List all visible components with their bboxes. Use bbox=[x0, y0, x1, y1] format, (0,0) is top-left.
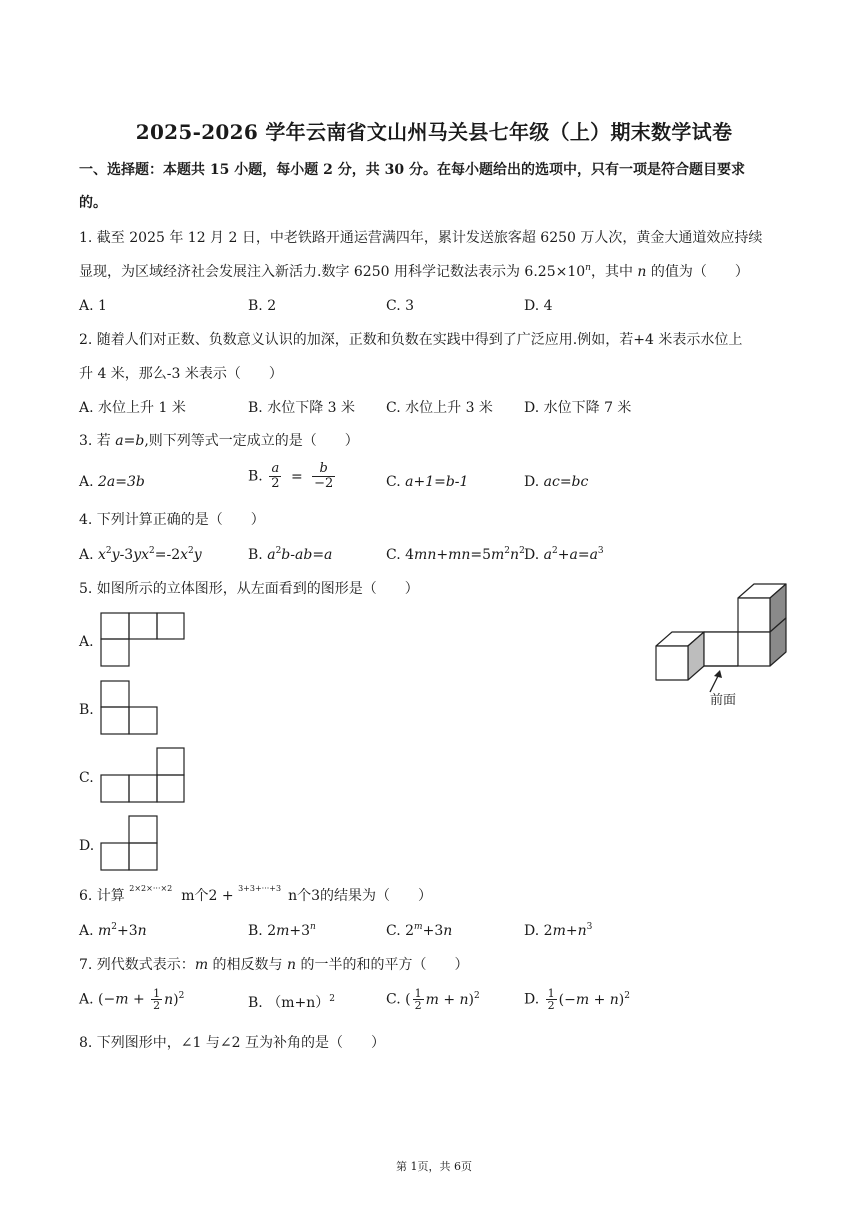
question-5-stem: 5. 如图所示的立体图形，从左面看到的图形是（ ） bbox=[79, 581, 419, 597]
q5-option-c-figure bbox=[100, 747, 186, 805]
q3-option-d[interactable]: D. ac=bc bbox=[524, 474, 589, 490]
fraction-a-over-2: $\frac{a}{2}$ bbox=[271, 461, 280, 491]
q2-option-c[interactable]: C. 水位上升 3 米 bbox=[386, 400, 493, 416]
q3-option-a[interactable]: A. 2a=3b bbox=[79, 474, 145, 490]
q2-option-a[interactable]: A. 水位上升 1 米 bbox=[79, 400, 186, 416]
q1-option-d[interactable]: D. 4 bbox=[524, 298, 553, 314]
q1-option-a[interactable]: A. 1 bbox=[79, 298, 107, 314]
front-label: 前面 bbox=[710, 693, 737, 708]
question-3-stem: 3. 若 a=b,则下列等式一定成立的是（ ） bbox=[79, 433, 359, 449]
q5-option-c-label[interactable]: C. bbox=[79, 770, 94, 786]
question-4-stem: 4. 下列计算正确的是（ ） bbox=[79, 512, 265, 528]
q2-option-d[interactable]: D. 水位下降 7 米 bbox=[524, 400, 632, 416]
q4-option-b[interactable]: B. $a^2b-ab=a$ bbox=[248, 546, 333, 563]
q3-option-b[interactable]: B. $\frac{a}{2}$ = $\frac{b}{-2}$ bbox=[248, 461, 334, 491]
q7-option-b[interactable]: B. $(m+n)^2$ bbox=[248, 994, 335, 1011]
q6-option-c[interactable]: C. $2^m+3n$ bbox=[386, 922, 453, 939]
q6-option-d[interactable]: D. $2m+n^3$ bbox=[524, 922, 593, 939]
q5-option-a-figure bbox=[100, 612, 186, 668]
q1-option-b[interactable]: B. 2 bbox=[248, 298, 277, 314]
question-1-line2: 显现，为区域经济社会发展注入新活力.数字 6250 用科学记数法表示为 $6.25\times 10^n$，其中 n 的值为（ ） bbox=[79, 263, 749, 280]
question-7-stem: 7. 列代数式表示：m 的相反数与 n 的一半的和的平方（ ） bbox=[79, 957, 469, 973]
section-heading-cont: 的。 bbox=[79, 195, 107, 211]
q4-option-a[interactable]: A. $x^2y-3yx^2=-2x^2y$ bbox=[79, 546, 202, 563]
q5-option-b-label[interactable]: B. bbox=[79, 702, 94, 718]
q2-option-b[interactable]: B. 水位下降 3 米 bbox=[248, 400, 355, 416]
q5-option-d-figure bbox=[100, 815, 160, 873]
question-2-line2: 升 4 米，那么-3 米表示（ ） bbox=[79, 366, 283, 382]
q6-option-a[interactable]: A. $m^2+3n$ bbox=[79, 922, 147, 939]
question-6-stem: 6. 计算 2×2×···×2 m个2 + 3+3+···+3 n个3的结果为（ ） bbox=[79, 884, 433, 904]
q7-option-a[interactable]: A. (−m + $\frac{1}{2}$ n)$^2$ bbox=[79, 987, 185, 1012]
q5-option-d-label[interactable]: D. bbox=[79, 838, 95, 854]
q5-solid-figure bbox=[650, 580, 790, 708]
q7-option-c[interactable]: C. ( $\frac{1}{2}$ m + n)$^2$ bbox=[386, 987, 480, 1012]
q4-option-c[interactable]: C. $4mn+mn=5m^2n^2$ bbox=[386, 546, 525, 563]
question-1-line1: 1. 截至 2025 年 12 月 2 日，中老铁路开通运营满四年，累计发送旅客超 6250 万人次，黄金大通道效应持续 bbox=[79, 230, 763, 246]
question-2-line1: 2. 随着人们对正数、负数意义认识的加深，正数和负数在实践中得到了广泛应用.例如，若+4 米表示水位上 bbox=[79, 332, 743, 348]
fraction-b-over-neg2: $\frac{b}{-2}$ bbox=[314, 461, 334, 491]
page-title: 2025-2026 学年云南省文山州马关县七年级（上）期末数学试卷 bbox=[135, 120, 733, 144]
fraction-half: $\frac{1}{2}$ bbox=[414, 987, 422, 1012]
q1-option-c[interactable]: C. 3 bbox=[386, 298, 415, 314]
q4-option-d[interactable]: D. $a^2+a=a^3$ bbox=[524, 546, 604, 563]
question-8-stem: 8. 下列图形中，∠1 与∠2 互为补角的是（ ） bbox=[79, 1035, 385, 1051]
q6-option-b[interactable]: B. $2m+3^n$ bbox=[248, 922, 316, 939]
q3-option-c[interactable]: C. a+1=b-1 bbox=[386, 474, 469, 490]
q5-option-b-figure bbox=[100, 680, 160, 736]
section-heading: 一、选择题：本题共 15 小题，每小题 2 分，共 30 分。在每小题给出的选项中，只有一项是符合题目要求 bbox=[79, 162, 745, 178]
q7-option-d[interactable]: D. $\frac{1}{2}$ $(-m + n)^2$ bbox=[524, 987, 630, 1012]
page-footer: 第 1页，共 6页 bbox=[396, 1160, 472, 1173]
fraction-half: $\frac{1}{2}$ bbox=[547, 987, 555, 1012]
fraction-half: $\frac{1}{2}$ bbox=[153, 987, 161, 1012]
q5-option-a-label[interactable]: A. bbox=[79, 634, 94, 650]
